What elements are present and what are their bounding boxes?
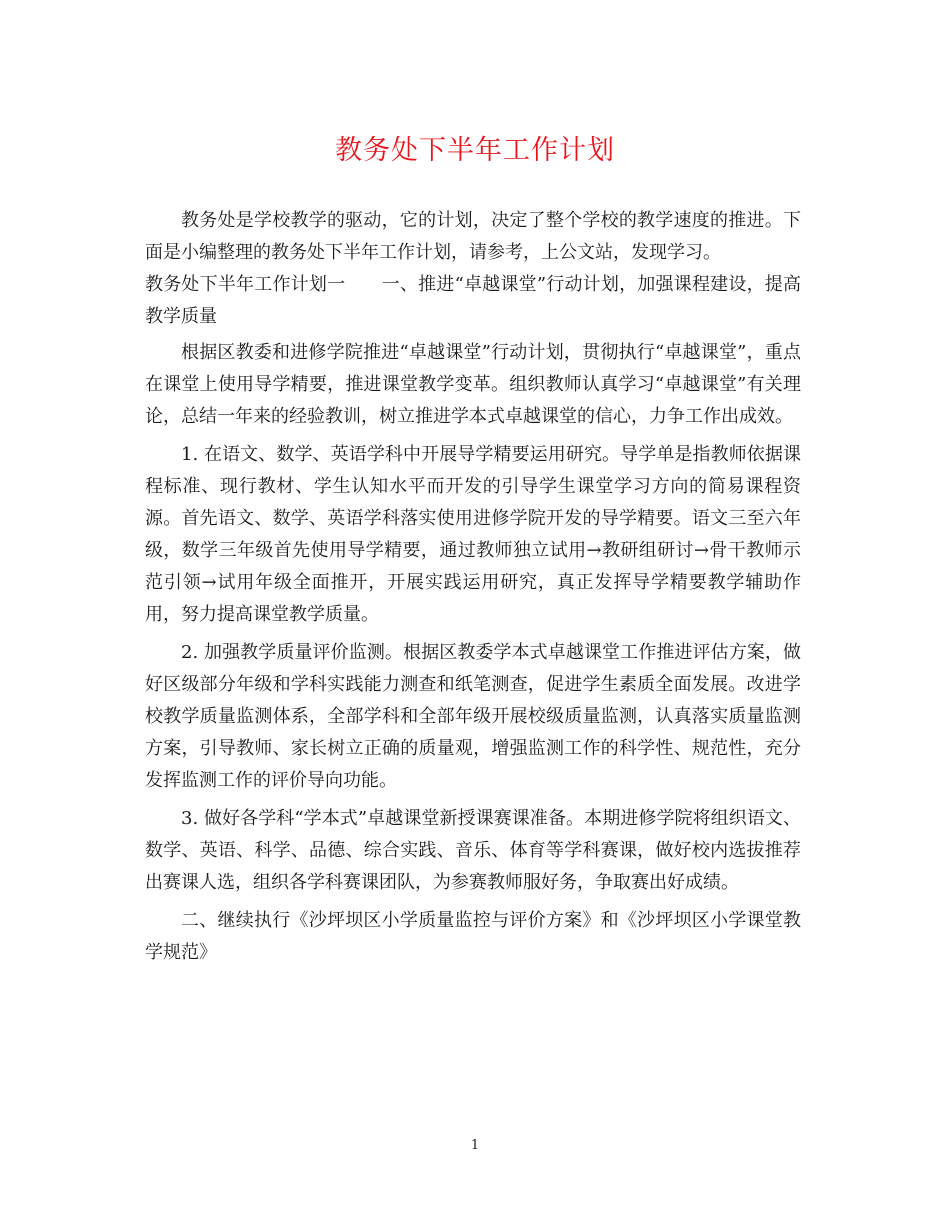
paragraph-section-heading: 教务处下半年工作计划一 一、推进“卓越课堂”行动计划，加强课程建设，提高教学质量 — [145, 274, 801, 327]
page-number: 1 — [470, 1138, 480, 1153]
paragraph-intro: 教务处是学校教学的驱动，它的计划，决定了整个学校的教学速度的推进。下面是小编整理的教务处下半年工作计划，请参考，上公文站，发现学习。 — [145, 210, 801, 263]
document-body — [145, 205, 801, 975]
document-title: 教务处下半年工作计划 — [335, 135, 615, 166]
paragraph-item-2: 2. 加强教学质量评价监测。根据区教委学本式卓越课堂工作推进评估方案，做好区级部分年级和学科实践能力测查和纸笔测查，促进学生素质全面发展。改进学校教学质量监测体系，全部学科和全部年级开展校级质量监测，认真落实质量监测方案，引导教师、家长树立正确的质量观，增强监测工作的科学性、规范性，充分发挥监测工作的评价导向功能。 — [145, 642, 801, 791]
paragraph-section-two: 二、继续执行《沙坪坝区小学质量监控与评价方案》和《沙坪坝区小学课堂教学规范》 — [145, 910, 801, 963]
paragraph-item-1: 1. 在语文、数学、英语学科中开展导学精要运用研究。导学单是指教师依据课程标准、现行教材、学生认知水平而开发的引导学生课堂学习方向的简易课程资源。首先语文、数学、英语学科落实使用进修学院开发的导学精要。语文三至六年级，数学三年级首先使用导学精要，通过教师独立试用→教研组研讨→骨干教师示范引领→试用年级全面推开，开展实践运用研究，真正发挥导学精要教学辅助作用，努力提高课堂教学质量。 — [145, 444, 801, 625]
paragraph-zhuoyue-plan: 根据区教委和进修学院推进“卓越课堂”行动计划，贯彻执行“卓越课堂”，重点在课堂上使用导学精要，推进课堂教学变革。组织教师认真学习“卓越课堂”有关理论，总结一年来的经验教训，树立推进学本式卓越课堂的信心，力争工作出成效。 — [145, 342, 801, 427]
paragraph-item-3: 3. 做好各学科“学本式”卓越课堂新授课赛课准备。本期进修学院将组织语文、数学、英语、科学、品德、综合实践、音乐、体育等学科赛课，做好校内选拔推荐出赛课人选，组织各学科赛课团队，为参赛教师服好务，争取赛出好成绩。 — [145, 808, 801, 893]
